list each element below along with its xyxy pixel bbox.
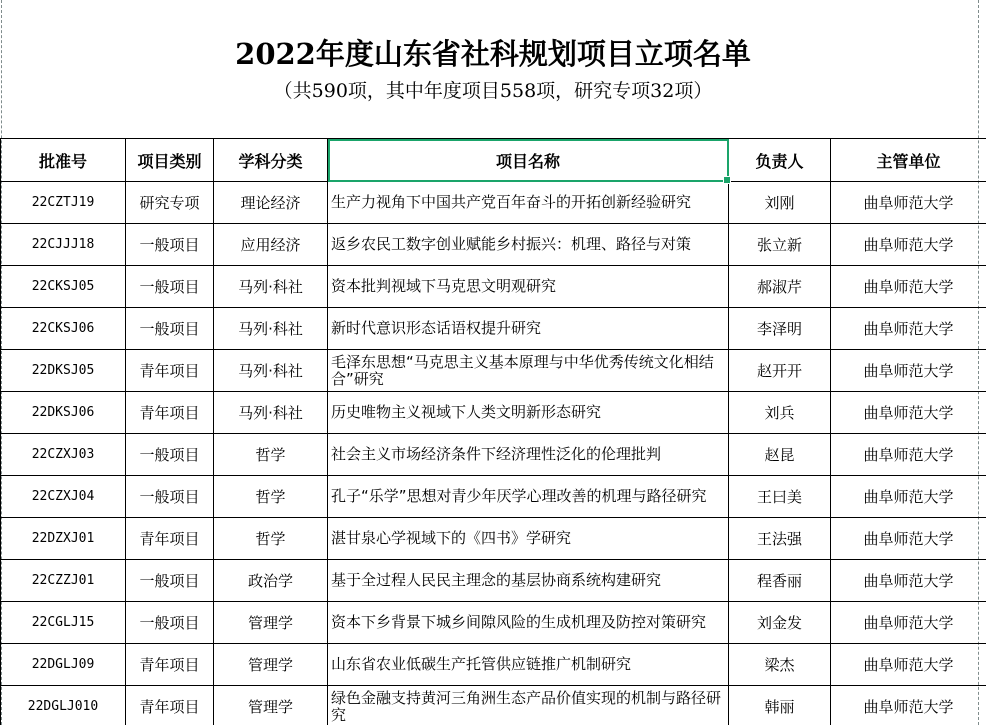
table-row [1,182,986,224]
cell-category[interactable]: 一般项目 [126,602,214,644]
cell-project-name[interactable]: 资本批判视域下马克思文明观研究 [328,266,729,308]
header-cell-unit[interactable]: 主管单位 [831,139,986,182]
cell-unit[interactable]: 曲阜师范大学 [831,224,986,266]
cell-unit[interactable]: 曲阜师范大学 [831,560,986,602]
selection-fill-handle[interactable] [723,176,731,184]
cell-unit[interactable]: 曲阜师范大学 [831,644,986,686]
table-row [1,350,986,392]
table-row [1,224,986,266]
cell-approval-no[interactable]: 22CKSJ06 [1,308,126,350]
cell-approval-no[interactable]: 22CZZJ01 [1,560,126,602]
cell-approval-no[interactable]: 22DGLJ010 [1,686,126,725]
header-cell-category[interactable]: 项目类别 [126,139,214,182]
cell-approval-no[interactable]: 22CJJJ18 [1,224,126,266]
cell-category[interactable]: 一般项目 [126,266,214,308]
cell-category[interactable]: 青年项目 [126,350,214,392]
cell-category[interactable]: 青年项目 [126,686,214,725]
cell-leader[interactable]: 赵昆 [729,434,831,476]
cell-discipline[interactable]: 哲学 [214,434,328,476]
cell-leader[interactable]: 张立新 [729,224,831,266]
cell-unit[interactable]: 曲阜师范大学 [831,602,986,644]
table-row [1,644,986,686]
cell-project-name[interactable]: 孔子“乐学”思想对青少年厌学心理改善的机理与路径研究 [328,476,729,518]
cell-project-name[interactable]: 社会主义市场经济条件下经济理性泛化的伦理批判 [328,434,729,476]
cell-category[interactable]: 青年项目 [126,518,214,560]
table-row [1,518,986,560]
table-row [1,686,986,725]
cell-category[interactable]: 一般项目 [126,224,214,266]
cell-discipline[interactable]: 马列·科社 [214,308,328,350]
cell-discipline[interactable]: 哲学 [214,476,328,518]
cell-approval-no[interactable]: 22CKSJ05 [1,266,126,308]
cell-project-name[interactable]: 历史唯物主义视域下人类文明新形态研究 [328,392,729,434]
cell-project-name[interactable]: 绿色金融支持黄河三角洲生态产品价值实现的机制与路径研究 [328,686,729,725]
cell-category[interactable]: 青年项目 [126,644,214,686]
cell-discipline[interactable]: 马列·科社 [214,350,328,392]
page-title: 2022年度山东省社科规划项目立项名单 [235,37,751,71]
cell-discipline[interactable]: 管理学 [214,644,328,686]
cell-approval-no[interactable]: 22DKSJ05 [1,350,126,392]
cell-leader[interactable]: 刘兵 [729,392,831,434]
cell-approval-no[interactable]: 22DZXJ01 [1,518,126,560]
cell-leader[interactable]: 王法强 [729,518,831,560]
cell-discipline[interactable]: 理论经济 [214,182,328,224]
cell-unit[interactable]: 曲阜师范大学 [831,518,986,560]
cell-unit[interactable]: 曲阜师范大学 [831,392,986,434]
cell-category[interactable]: 研究专项 [126,182,214,224]
cell-approval-no[interactable]: 22CZXJ04 [1,476,126,518]
cell-project-name[interactable]: 资本下乡背景下城乡间隙风险的生成机理及防控对策研究 [328,602,729,644]
cell-leader[interactable]: 郝淑芹 [729,266,831,308]
cell-category[interactable]: 一般项目 [126,476,214,518]
cell-unit[interactable]: 曲阜师范大学 [831,476,986,518]
table-row [1,476,986,518]
table-header-row [1,139,986,182]
cell-discipline[interactable]: 马列·科社 [214,392,328,434]
cell-leader[interactable]: 刘刚 [729,182,831,224]
cell-category[interactable]: 青年项目 [126,392,214,434]
cell-discipline[interactable]: 管理学 [214,686,328,725]
cell-unit[interactable]: 曲阜师范大学 [831,308,986,350]
table-row [1,392,986,434]
cell-unit[interactable]: 曲阜师范大学 [831,350,986,392]
cell-project-name[interactable]: 湛甘泉心学视域下的《四书》学研究 [328,518,729,560]
cell-leader[interactable]: 梁杰 [729,644,831,686]
cell-discipline[interactable]: 管理学 [214,602,328,644]
cell-approval-no[interactable]: 22DGLJ09 [1,644,126,686]
project-table [0,138,986,725]
header-cell-discipline[interactable]: 学科分类 [214,139,328,182]
cell-project-name[interactable]: 基于全过程人民民主理念的基层协商系统构建研究 [328,560,729,602]
cell-discipline[interactable]: 马列·科社 [214,266,328,308]
cell-discipline[interactable]: 应用经济 [214,224,328,266]
cell-category[interactable]: 一般项目 [126,560,214,602]
cell-unit[interactable]: 曲阜师范大学 [831,434,986,476]
cell-unit[interactable]: 曲阜师范大学 [831,182,986,224]
cell-discipline[interactable]: 哲学 [214,518,328,560]
cell-leader[interactable]: 赵开开 [729,350,831,392]
cell-project-name[interactable]: 新时代意识形态话语权提升研究 [328,308,729,350]
page-subtitle: （共590项，其中年度项目558项，研究专项32项） [273,80,713,102]
table-row [1,434,986,476]
cell-approval-no[interactable]: 22DKSJ06 [1,392,126,434]
cell-leader[interactable]: 韩丽 [729,686,831,725]
cell-project-name[interactable]: 毛泽东思想“马克思主义基本原理与中华优秀传统文化相结合”研究 [328,350,729,392]
table-row [1,308,986,350]
cell-leader[interactable]: 刘金发 [729,602,831,644]
cell-unit[interactable]: 曲阜师范大学 [831,686,986,725]
table-row [1,266,986,308]
header-cell-approval-no[interactable]: 批准号 [1,139,126,182]
cell-leader[interactable]: 程香丽 [729,560,831,602]
cell-category[interactable]: 一般项目 [126,434,214,476]
header-cell-leader[interactable]: 负责人 [729,139,831,182]
cell-project-name[interactable]: 山东省农业低碳生产托管供应链推广机制研究 [328,644,729,686]
cell-approval-no[interactable]: 22CZTJ19 [1,182,126,224]
cell-approval-no[interactable]: 22CGLJ15 [1,602,126,644]
table-row [1,602,986,644]
cell-project-name[interactable]: 生产力视角下中国共产党百年奋斗的开拓创新经验研究 [328,182,729,224]
cell-project-name[interactable]: 返乡农民工数字创业赋能乡村振兴：机理、路径与对策 [328,224,729,266]
table-row [1,560,986,602]
cell-leader[interactable]: 王曰美 [729,476,831,518]
cell-discipline[interactable]: 政治学 [214,560,328,602]
cell-unit[interactable]: 曲阜师范大学 [831,266,986,308]
cell-leader[interactable]: 李泽明 [729,308,831,350]
header-cell-project-name[interactable]: 项目名称 [328,139,729,182]
cell-category[interactable]: 一般项目 [126,308,214,350]
cell-approval-no[interactable]: 22CZXJ03 [1,434,126,476]
